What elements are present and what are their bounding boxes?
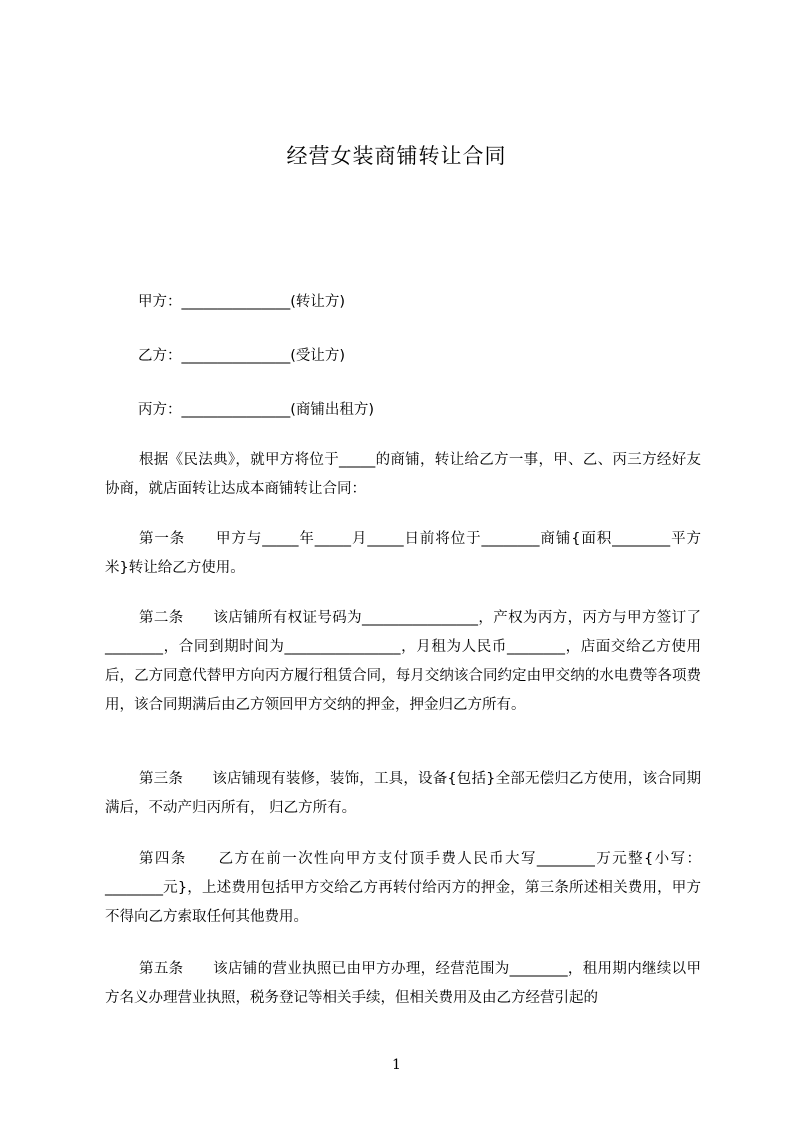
article-5-paragraph: 第五条 该店铺的营业执照已由甲方办理，经营范围为________，租用期内继续以甲方名义办理营业执照，税务登记等相关手续，但相关费用及由乙方经营引起的 [105, 961, 701, 1006]
article-4-paragraph: 第四条 乙方在前一次性向甲方支付顶手费人民币大写________万元整{小写：________元}，上述费用包括甲方交给乙方再转付给丙方的押金，第三条所述相关费用，甲方不得向乙方索取任何其他费用。 [105, 851, 701, 925]
document-title: 经营女装商铺转让合同 [286, 144, 507, 168]
page-number: 1 [392, 1057, 401, 1073]
article-3-paragraph: 第三条 该店铺现有装修，装饰，工具，设备{包括}全部无偿归乙方使用，该合同期满后，不动产归丙所有， 归乙方所有。 [105, 771, 701, 816]
party-c-line: 丙方：_______________(商铺出租方) [138, 402, 375, 418]
party-b-line: 乙方：_______________(受让方) [138, 348, 346, 364]
party-a-line: 甲方：_______________(转让方) [138, 294, 346, 310]
article-2-paragraph: 第二条 该店铺所有权证号码为________________，产权为丙方，丙方与甲方签订了________，合同到期时间为________________，月租为人民币________，店面交给乙方使用后，乙方同意代替甲方向丙方履行租赁合同，每月交纳该合同约定由甲交纳的水电费等各项费用，该合同期满后由乙方领回甲方交纳的押金，押金归乙方所有。 [105, 610, 701, 713]
article-1-paragraph: 第一条 甲方与_____年_____月_____日前将位于________商铺{面积________平方米}转让给乙方使用。 [105, 531, 701, 576]
preamble-paragraph: 根据《民法典》，就甲方将位于_____的商铺，转让给乙方一事，甲、乙、丙三方经好友协商，就店面转让达成本商铺转让合同： [105, 452, 701, 497]
